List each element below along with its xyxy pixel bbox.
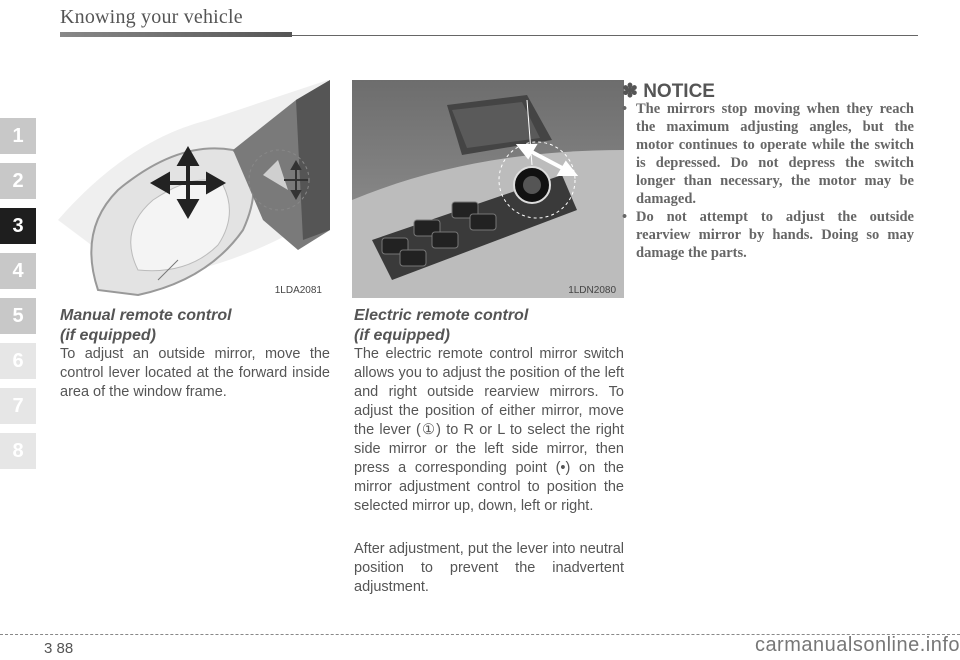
chapter-tab-6[interactable]: 6 bbox=[0, 343, 36, 379]
notice-list bbox=[622, 100, 914, 262]
electric-switch-figure bbox=[352, 80, 624, 298]
chapter-tab-8[interactable]: 8 bbox=[0, 433, 36, 469]
manual-mirror-figure bbox=[58, 80, 330, 298]
manual-caption-title: Manual remote control bbox=[60, 307, 232, 324]
chapter-tab-1[interactable]: 1 bbox=[0, 118, 36, 154]
chapter-tab-3[interactable]: 3 bbox=[0, 208, 36, 244]
chapter-tabs bbox=[0, 118, 36, 478]
manual-caption bbox=[60, 306, 340, 346]
chapter-tab-7[interactable]: 7 bbox=[0, 388, 36, 424]
header-rule bbox=[292, 35, 918, 36]
electric-caption bbox=[354, 306, 634, 346]
manual-body: To adjust an outside mirror, move the control lever located at the forward inside area of the window frame. bbox=[60, 346, 330, 400]
figure-code: 1LDA2081 bbox=[274, 285, 322, 296]
header-bar bbox=[60, 32, 292, 37]
chapter-tab-2[interactable]: 2 bbox=[0, 163, 36, 199]
notice-item: • Do not attempt to adjust the outside rearview mirror by hands. Doing so may damage the parts. bbox=[622, 208, 914, 262]
electric-body-2: After adjustment, put the lever into neutral position to prevent the inadvertent adjustment. bbox=[354, 541, 624, 595]
electric-caption-subtitle: (if equipped) bbox=[354, 327, 450, 344]
header-title: Knowing your vehicle bbox=[60, 6, 243, 28]
chapter-tab-4[interactable]: 4 bbox=[0, 253, 36, 289]
watermark: carmanualsonline.info bbox=[754, 634, 960, 656]
notice-item: • The mirrors stop moving when they reach the maximum adjusting angles, but the motor continues to operate while the switch is depressed. Do not depress the switch longer than necessary, the motor may be damaged. bbox=[622, 100, 914, 208]
page-number: 3 88 bbox=[44, 640, 74, 657]
figure-code: 1LDN2080 bbox=[568, 285, 616, 296]
notice-title: ✽ NOTICE bbox=[622, 81, 715, 102]
electric-caption-title: Electric remote control bbox=[354, 307, 529, 324]
manual-caption-subtitle: (if equipped) bbox=[60, 327, 156, 344]
electric-body-1: The electric remote control mirror switch allows you to adjust the position of the left and right outside rearview mirrors. To adjust the position of either mirror, move the lever (①) to R or L to select the right side mirror or the left side mirror, then press a corresponding point (•) on the mirror adjustment control to position the selected mirror up, down, left or right. bbox=[354, 346, 624, 514]
chapter-tab-5[interactable]: 5 bbox=[0, 298, 36, 334]
